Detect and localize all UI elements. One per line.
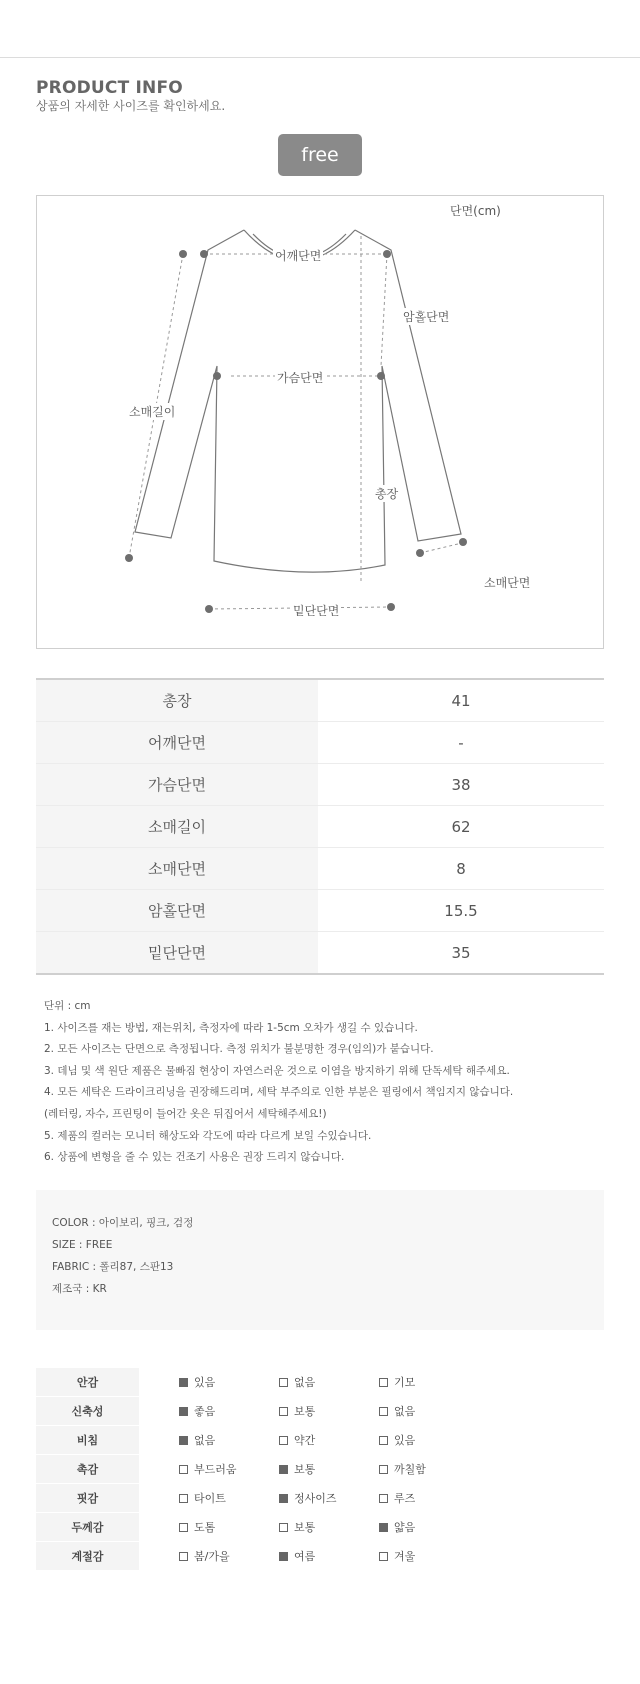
note-line: 3. 데님 및 색 원단 제품은 물빠짐 현상이 자연스러운 것으로 이염을 방지하기 위해 단독세탁 해주세요.: [44, 1064, 510, 1077]
checked-box-icon: [179, 1378, 188, 1387]
measure-label: 총장: [36, 679, 318, 722]
attribute-option: [179, 1397, 279, 1425]
attribute-name: 핏감: [36, 1484, 139, 1512]
attribute-option: [279, 1484, 379, 1512]
attribute-option: [379, 1513, 479, 1541]
table-row: [36, 890, 604, 932]
attribute-name: 계절감: [36, 1542, 139, 1570]
attribute-option: [179, 1455, 279, 1483]
measure-value: 8: [318, 848, 604, 890]
note-line: 4. 모든 세탁은 드라이크리닝을 권장해드리며, 세탁 부주의로 인한 부분은 필링에서 책임지지 않습니다.: [44, 1086, 514, 1099]
attribute-gap: [139, 1542, 179, 1570]
option-label: 봄/가을: [194, 1550, 230, 1563]
measure-value: 62: [318, 806, 604, 848]
attribute-option: [179, 1484, 279, 1512]
attribute-gap: [139, 1455, 179, 1483]
measure-label: 소매단면: [36, 848, 318, 890]
attribute-row: [36, 1455, 479, 1483]
attribute-name: 신축성: [36, 1397, 139, 1425]
info-size: SIZE : FREE: [52, 1239, 113, 1251]
option-label: 없음: [194, 1434, 216, 1447]
attribute-table: [36, 1367, 479, 1571]
attribute-option: [279, 1397, 379, 1425]
unchecked-box-icon: [279, 1407, 288, 1416]
attribute-row: [36, 1426, 479, 1454]
info-fabric: FABRIC : 폴리87, 스판13: [52, 1261, 174, 1273]
attribute-row: [36, 1542, 479, 1570]
option-label: 있음: [394, 1434, 416, 1447]
page-title: PRODUCT INFO: [36, 78, 183, 98]
checked-box-icon: [179, 1407, 188, 1416]
attribute-row: [36, 1397, 479, 1425]
option-label: 약간: [294, 1434, 316, 1447]
note-line: 6. 상품에 변형을 줄 수 있는 건조기 사용은 권장 드리지 않습니다.: [44, 1151, 345, 1164]
attribute-name: 두께감: [36, 1513, 139, 1541]
label-shoulder: 어깨단면: [275, 249, 322, 263]
label-sleeve-length: 소매길이: [129, 405, 176, 419]
label-chest: 가슴단면: [277, 371, 324, 385]
checked-box-icon: [279, 1465, 288, 1474]
attribute-option: [379, 1368, 479, 1396]
attribute-name: 촉감: [36, 1455, 139, 1483]
attribute-option: [179, 1426, 279, 1454]
table-row: [36, 806, 604, 848]
attribute-option: [279, 1455, 379, 1483]
measure-value: 15.5: [318, 890, 604, 932]
attribute-gap: [139, 1368, 179, 1396]
info-origin: 제조국 : KR: [52, 1283, 107, 1295]
size-diagram: [36, 195, 604, 649]
measure-label: 가슴단면: [36, 764, 318, 806]
unchecked-box-icon: [179, 1494, 188, 1503]
note-line: 2. 모든 사이즈는 단면으로 측정됩니다. 측정 위치가 불분명한 경우(임의)가 붙습니다.: [44, 1043, 434, 1056]
measure-label: 암홀단면: [36, 890, 318, 932]
info-color: COLOR : 아이보리, 핑크, 검정: [52, 1217, 194, 1229]
note-line: 5. 제품의 컬러는 모니터 해상도와 각도에 따라 다르게 보일 수있습니다.: [44, 1129, 372, 1142]
checked-box-icon: [379, 1523, 388, 1532]
attribute-option: [379, 1426, 479, 1454]
attribute-gap: [139, 1484, 179, 1512]
table-row: [36, 764, 604, 806]
unchecked-box-icon: [379, 1407, 388, 1416]
measure-label: 밑단단면: [36, 932, 318, 975]
table-row: [36, 848, 604, 890]
attribute-option: [379, 1484, 479, 1512]
measurement-table: [36, 678, 604, 975]
table-row: [36, 679, 604, 722]
option-label: 없음: [294, 1376, 316, 1389]
unchecked-box-icon: [279, 1436, 288, 1445]
checked-box-icon: [179, 1436, 188, 1445]
attribute-gap: [139, 1426, 179, 1454]
note-line: 단위 : cm: [44, 1000, 91, 1012]
attribute-row: [36, 1513, 479, 1541]
size-notes: [44, 996, 513, 1169]
attribute-option: [179, 1368, 279, 1396]
unchecked-box-icon: [279, 1378, 288, 1387]
option-label: 여름: [294, 1550, 316, 1563]
note-line: (레터링, 자수, 프린팅이 들어간 옷은 뒤집어서 세탁해주세요!): [44, 1107, 327, 1120]
attribute-option: [179, 1513, 279, 1541]
option-label: 까칠함: [394, 1463, 426, 1476]
unchecked-box-icon: [379, 1378, 388, 1387]
product-info-box: [36, 1190, 604, 1330]
unchecked-box-icon: [179, 1465, 188, 1474]
unchecked-box-icon: [379, 1436, 388, 1445]
option-label: 부드러움: [194, 1463, 237, 1476]
measure-value: 41: [318, 679, 604, 722]
unchecked-box-icon: [179, 1523, 188, 1532]
checked-box-icon: [279, 1494, 288, 1503]
attribute-row: [36, 1484, 479, 1512]
size-tab-free[interactable]: free: [278, 134, 362, 176]
attribute-option: [179, 1542, 279, 1570]
option-label: 도톰: [194, 1521, 216, 1534]
unchecked-box-icon: [279, 1523, 288, 1532]
option-label: 루즈: [394, 1492, 416, 1505]
option-label: 보통: [294, 1463, 316, 1476]
unchecked-box-icon: [179, 1552, 188, 1561]
measure-value: 38: [318, 764, 604, 806]
attribute-option: [379, 1455, 479, 1483]
attribute-option: [279, 1513, 379, 1541]
label-total-length: 총장: [375, 487, 399, 501]
option-label: 얇음: [394, 1521, 416, 1534]
label-armhole: 암홀단면: [403, 310, 450, 324]
option-label: 보통: [294, 1405, 316, 1418]
unchecked-box-icon: [379, 1494, 388, 1503]
table-row: [36, 932, 604, 975]
unchecked-box-icon: [379, 1465, 388, 1474]
attribute-name: 안감: [36, 1368, 139, 1396]
option-label: 보통: [294, 1521, 316, 1534]
option-label: 겨울: [394, 1550, 416, 1563]
note-line: 1. 사이즈를 재는 방법, 재는위치, 측정자에 따라 1-5cm 오차가 생길 수 있습니다.: [44, 1021, 418, 1034]
attribute-option: [279, 1368, 379, 1396]
attribute-name: 비침: [36, 1426, 139, 1454]
option-label: 기모: [394, 1376, 416, 1389]
page-subtitle: 상품의 자세한 사이즈를 확인하세요.: [36, 99, 226, 113]
unchecked-box-icon: [379, 1552, 388, 1561]
measure-value: 35: [451, 943, 471, 962]
label-sleeve-width: 소매단면: [484, 576, 531, 590]
attribute-option: [379, 1397, 479, 1425]
measure-label: 어깨단면: [36, 722, 318, 764]
top-divider: [0, 57, 640, 58]
table-row: [36, 722, 604, 764]
label-hem: 밑단단면: [293, 604, 340, 618]
attribute-option: [279, 1426, 379, 1454]
attribute-gap: [139, 1397, 179, 1425]
unit-label: 단면(cm): [450, 204, 501, 218]
option-label: 있음: [194, 1376, 216, 1389]
measure-label: 소매길이: [36, 806, 318, 848]
attribute-option: [379, 1542, 479, 1570]
attribute-gap: [139, 1513, 179, 1541]
option-label: 타이트: [194, 1492, 226, 1505]
option-label: 없음: [394, 1405, 416, 1418]
attribute-row: [36, 1368, 479, 1396]
measure-value: -: [318, 722, 604, 764]
option-label: 좋음: [194, 1405, 216, 1418]
option-label: 정사이즈: [294, 1492, 337, 1505]
checked-box-icon: [279, 1552, 288, 1561]
attribute-option: [279, 1542, 379, 1570]
